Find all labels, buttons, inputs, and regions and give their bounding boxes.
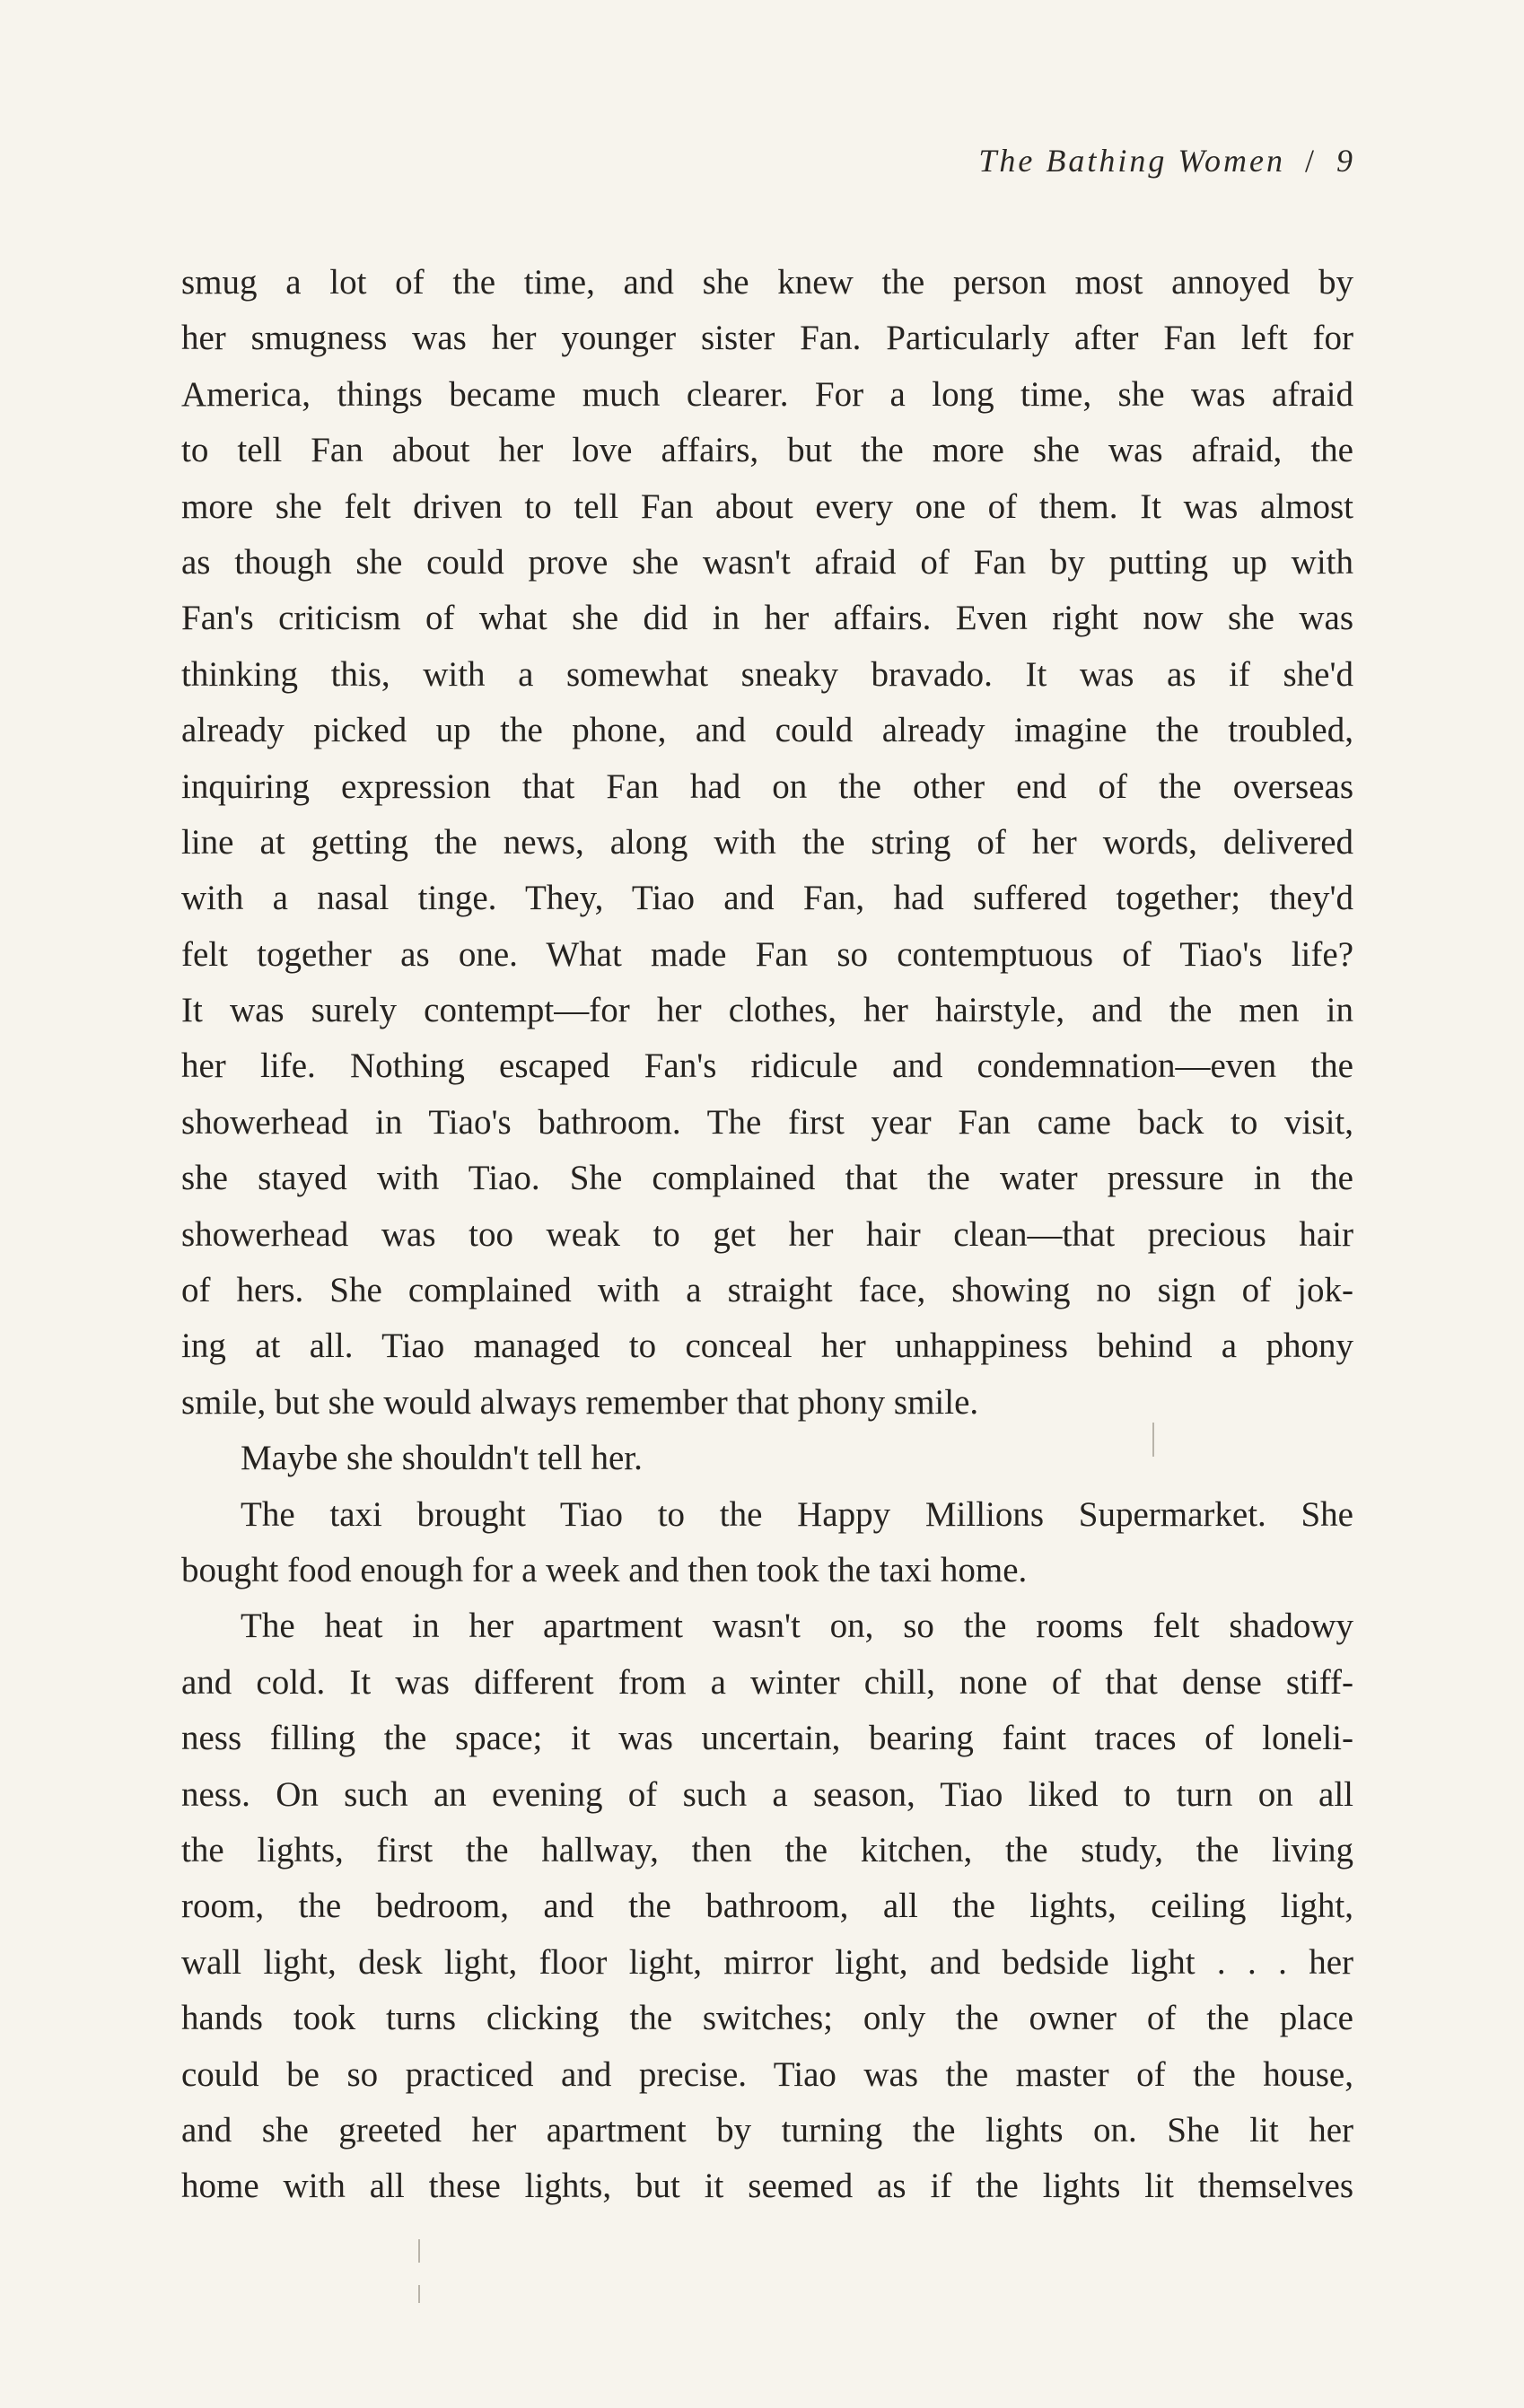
- text-line: and cold. It was different from a winter chill, none of that dense stiff-: [181, 1662, 1353, 1702]
- scan-mark: [1152, 1423, 1154, 1457]
- text-line: could be so practiced and precise. Tiao was the master of the house,: [181, 2054, 1353, 2094]
- text-line: she stayed with Tiao. She complained that the water pressure in the: [181, 1159, 1353, 1198]
- text-line: ness filling the space; it was uncertain, bearing faint traces of loneli-: [181, 1719, 1353, 1758]
- page-number: 9: [1336, 143, 1355, 179]
- text-line: felt together as one. What made Fan so contemptuous of Tiao's life?: [181, 934, 1353, 974]
- text-line: and she greeted her apartment by turning the lights on. She lit her: [181, 2110, 1353, 2150]
- text-line: showerhead in Tiao's bathroom. The first year Fan came back to visit,: [181, 1102, 1353, 1142]
- text-line: Fan's criticism of what she did in her affairs. Even right now she was: [181, 599, 1353, 638]
- text-line: ing at all. Tiao managed to conceal her unhappiness behind a phony: [181, 1327, 1353, 1366]
- text-line: Maybe she shouldn't tell her.: [241, 1439, 643, 1478]
- text-line: America, things became much clearer. For a long time, she was afraid: [181, 374, 1353, 414]
- text-line: of hers. She complained with a straight face, showing no sign of jok-: [181, 1271, 1353, 1310]
- text-line: line at getting the news, along with the string of her words, delivered: [181, 822, 1353, 862]
- text-line: with a nasal tinge. They, Tiao and Fan, had suffered together; they'd: [181, 879, 1353, 918]
- text-line: more she felt driven to tell Fan about every one of them. It was almost: [181, 486, 1353, 526]
- text-line: home with all these lights, but it seemed as if the lights lit themselves: [181, 2167, 1353, 2206]
- header-separator: /: [1304, 143, 1317, 179]
- text-line: room, the bedroom, and the bathroom, all the lights, ceiling light,: [181, 1887, 1353, 1926]
- text-line: inquiring expression that Fan had on the other end of the overseas: [181, 766, 1353, 806]
- text-line: It was surely contempt—for her clothes, her hairstyle, and the men in: [181, 991, 1353, 1030]
- text-line: her smugness was her younger sister Fan. Particularly after Fan left for: [181, 319, 1353, 358]
- text-line: showerhead was too weak to get her hair clean—that precious hair: [181, 1214, 1353, 1254]
- scan-mark: [418, 2285, 420, 2303]
- body-text: [181, 255, 1353, 2215]
- book-title: The Bathing Women: [978, 143, 1285, 179]
- text-line: smug a lot of the time, and she knew the person most annoyed by: [181, 263, 1353, 302]
- text-line: already picked up the phone, and could already imagine the troubled,: [181, 711, 1353, 750]
- text-line: smile, but she would always remember that phony smile.: [181, 1382, 979, 1422]
- text-line: wall light, desk light, floor light, mirror light, and bedside light . . . her: [181, 1942, 1353, 1982]
- text-line: thinking this, with a somewhat sneaky bravado. It was as if she'd: [181, 654, 1353, 694]
- text-line: as though she could prove she wasn't afraid of Fan by putting up with: [181, 542, 1353, 582]
- scan-mark: [418, 2239, 420, 2263]
- text-line: hands took turns clicking the switches; only the owner of the place: [181, 1999, 1353, 2038]
- text-line: to tell Fan about her love affairs, but the more she was afraid, the: [181, 431, 1353, 470]
- text-line: the lights, first the hallway, then the kitchen, the study, the living: [181, 1830, 1353, 1869]
- text-line: ness. On such an evening of such a season, Tiao liked to turn on all: [181, 1774, 1353, 1814]
- text-line: The heat in her apartment wasn't on, so the rooms felt shadowy: [241, 1607, 1353, 1646]
- running-head: [180, 142, 1355, 180]
- text-line: her life. Nothing escaped Fan's ridicule and condemnation—even the: [181, 1046, 1353, 1086]
- text-line: bought food enough for a week and then took the taxi home.: [181, 1550, 1028, 1589]
- text-line: The taxi brought Tiao to the Happy Millions Supermarket. She: [241, 1494, 1353, 1534]
